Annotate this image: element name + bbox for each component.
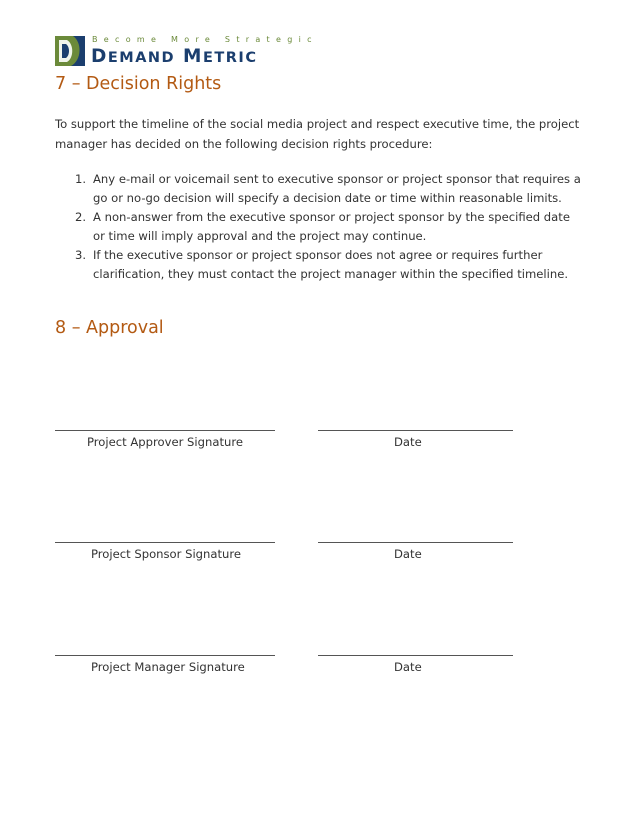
manager-signature-label: Project Manager Signature (91, 660, 245, 674)
manager-signature-line[interactable] (55, 655, 275, 656)
list-item: 3. If the executive sponsor or project sponsor does not agree or requires further clarification, they must contact the project manager within the specified timeline. (75, 248, 569, 281)
section-7-heading: 7 – Decision Rights (55, 74, 222, 94)
sponsor-date-line[interactable] (318, 542, 513, 543)
approver-signature-line[interactable] (55, 430, 275, 431)
list-item: 2. A non-answer from the executive sponsor or project sponsor by the specified date or time will imply approval and the project may continue. (75, 210, 570, 243)
tagline: Become More Strategic (92, 35, 318, 44)
sponsor-date-label: Date (394, 547, 422, 561)
section-7-intro: To support the timeline of the social media project and respect executive time, the project manager has decided on the following decision rights procedure: (55, 117, 580, 151)
manager-date-label: Date (394, 660, 422, 674)
section-8-heading: 8 – Approval (55, 318, 164, 338)
approver-date-label: Date (394, 435, 422, 449)
sponsor-signature-label: Project Sponsor Signature (91, 547, 242, 561)
manager-date-line[interactable] (318, 655, 513, 656)
brand-name: DEMAND METRIC (91, 46, 258, 67)
demand-metric-logo (55, 34, 318, 68)
approver-signature-label: Project Approver Signature (87, 435, 243, 449)
approver-date-line[interactable] (318, 430, 513, 431)
list-item: 1. Any e-mail or voicemail sent to executive sponsor or project sponsor that requires a go or no-go decision will specify a decision date or time within reasonable limits. (75, 172, 581, 205)
demand-metric-logo-icon (55, 36, 85, 66)
sponsor-signature-line[interactable] (55, 542, 275, 543)
decision-rights-list (55, 170, 585, 284)
